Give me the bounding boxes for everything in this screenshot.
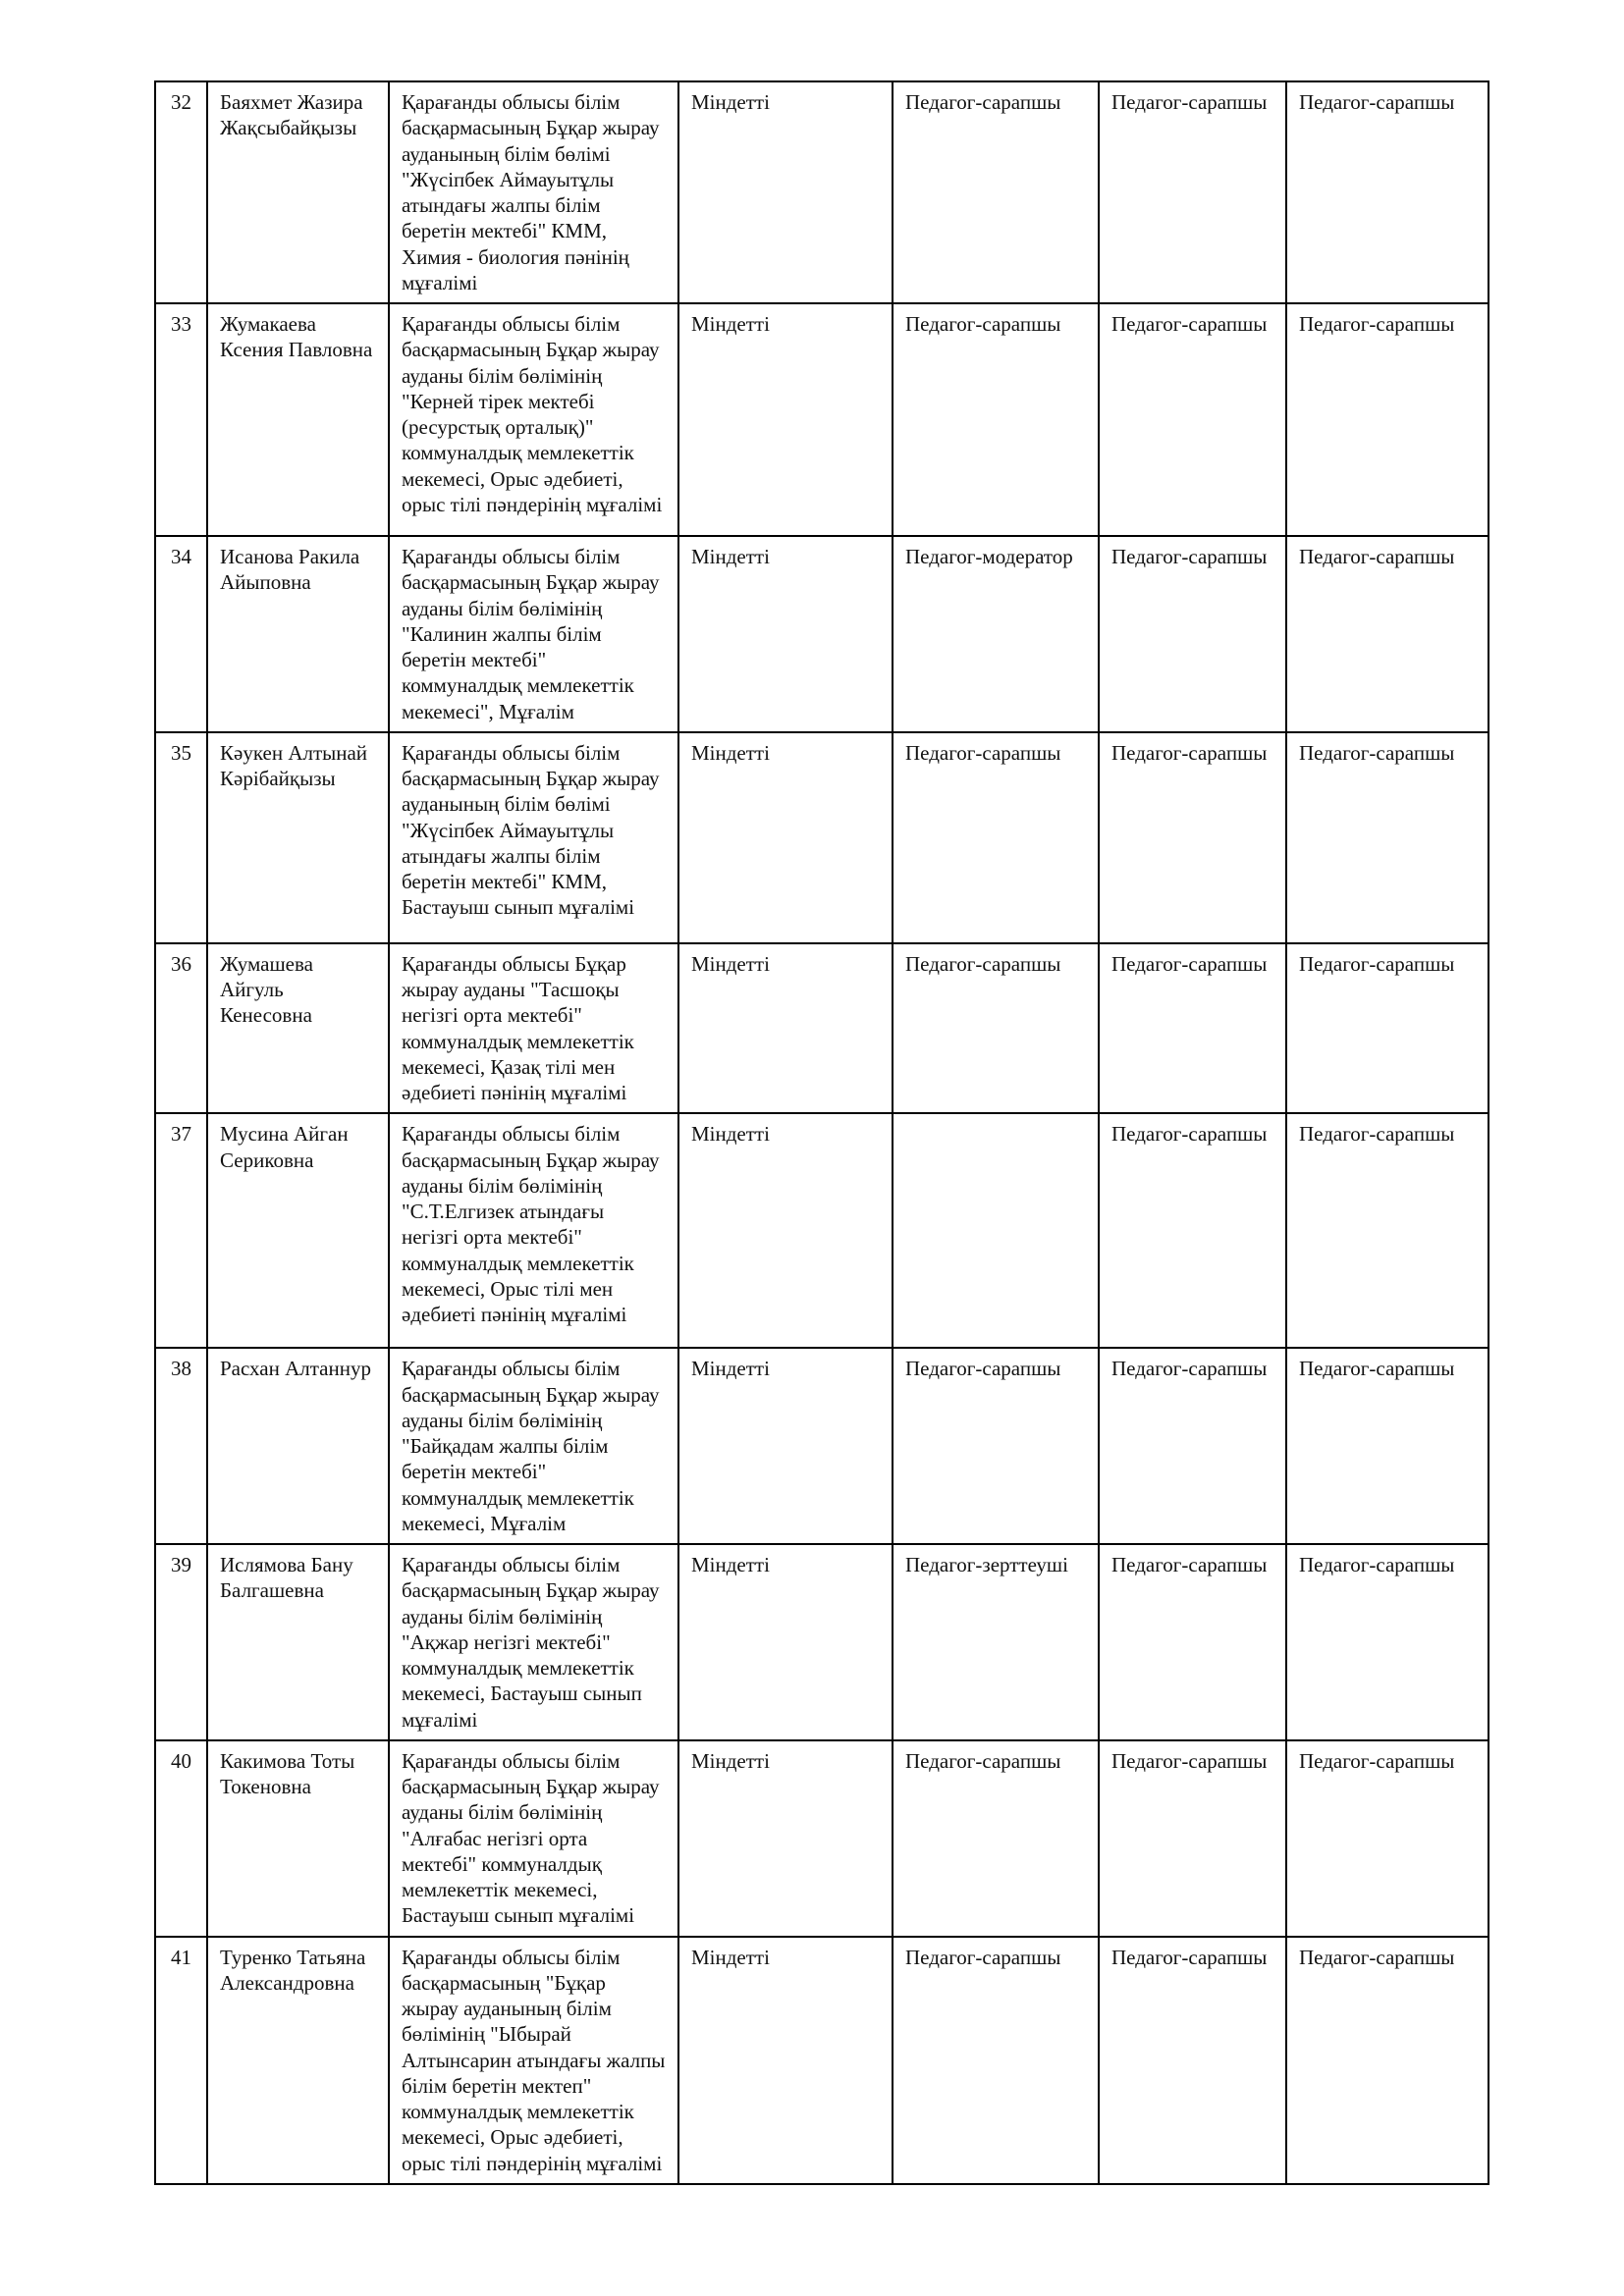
row-number-cell: 37: [155, 1113, 207, 1348]
mandatory-cell: Міндетті: [678, 943, 893, 1114]
category-cell-3: Педагог-сарапшы: [1286, 1348, 1489, 1544]
table-row: [155, 1937, 1489, 2184]
teacher-name-cell: Расхан Алтаннур: [207, 1348, 389, 1544]
row-number-cell: 41: [155, 1937, 207, 2184]
category-cell-2: Педагог-сарапшы: [1099, 943, 1286, 1114]
teacher-name-cell: Жумакаева Ксения Павловна: [207, 303, 389, 536]
category-cell-2: Педагог-сарапшы: [1099, 81, 1286, 303]
teacher-name-cell: Какимова Тоты Токеновна: [207, 1740, 389, 1937]
mandatory-cell: Міндетті: [678, 303, 893, 536]
row-number-cell: 35: [155, 732, 207, 943]
institution-cell: Қарағанды облысы білім басқармасының Бұқар жырау ауданы білім бөлімінің "Байқадам жалпы білім беретін мектебі" коммуналдық мемлекеттік мекемесі, Мұғалім: [389, 1348, 678, 1544]
institution-cell: Қарағанды облысы білім басқармасының Бұқар жырау ауданының білім бөлімі "Жүсіпбек Аймауытұлы атындағы жалпы білім беретін мектебі" КММ, Бастауыш сынып мұғалімі: [389, 732, 678, 943]
category-cell-2: Педагог-сарапшы: [1099, 1937, 1286, 2184]
category-cell-3: Педагог-сарапшы: [1286, 943, 1489, 1114]
mandatory-cell: Міндетті: [678, 1113, 893, 1348]
table-row: [155, 1113, 1489, 1348]
category-cell-1: Педагог-сарапшы: [893, 303, 1099, 536]
mandatory-cell: Міндетті: [678, 81, 893, 303]
category-cell-3: Педагог-сарапшы: [1286, 732, 1489, 943]
category-cell-3: Педагог-сарапшы: [1286, 303, 1489, 536]
teacher-attestation-table: [154, 80, 1489, 2185]
category-cell-1: Педагог-сарапшы: [893, 1937, 1099, 2184]
institution-cell: Қарағанды облысы білім басқармасының Бұқар жырау ауданы білім бөлімінің "Алғабас негізгі орта мектебі" коммуналдық мемлекеттік мекемесі, Бастауыш сынып мұғалімі: [389, 1740, 678, 1937]
row-number-cell: 32: [155, 81, 207, 303]
category-cell-3: Педагог-сарапшы: [1286, 1113, 1489, 1348]
table-row: [155, 732, 1489, 943]
teacher-name-cell: Мусина Айган Сериковна: [207, 1113, 389, 1348]
category-cell-3: Педагог-сарапшы: [1286, 536, 1489, 732]
category-cell-1: Педагог-модератор: [893, 536, 1099, 732]
category-cell-1: [893, 1113, 1099, 1348]
category-cell-1: Педагог-сарапшы: [893, 81, 1099, 303]
institution-cell: Қарағанды облысы білім басқармасының Бұқар жырау ауданы білім бөлімінің "Ақжар негізгі мектебі" коммуналдық мемлекеттік мекемесі, Бастауыш сынып мұғалімі: [389, 1544, 678, 1740]
category-cell-1: Педагог-сарапшы: [893, 732, 1099, 943]
table-row: [155, 1544, 1489, 1740]
table-row: [155, 303, 1489, 536]
teacher-name-cell: Баяхмет Жазира Жақсыбайқызы: [207, 81, 389, 303]
mandatory-cell: Міндетті: [678, 1544, 893, 1740]
teacher-name-cell: Кәукен Алтынай Кәрібайқызы: [207, 732, 389, 943]
category-cell-1: Педагог-сарапшы: [893, 1740, 1099, 1937]
category-cell-2: Педагог-сарапшы: [1099, 1544, 1286, 1740]
category-cell-2: Педагог-сарапшы: [1099, 1740, 1286, 1937]
table-row: [155, 81, 1489, 303]
category-cell-1: Педагог-зерттеуші: [893, 1544, 1099, 1740]
category-cell-1: Педагог-сарапшы: [893, 943, 1099, 1114]
row-number-cell: 40: [155, 1740, 207, 1937]
category-cell-2: Педагог-сарапшы: [1099, 1113, 1286, 1348]
teacher-name-cell: Ислямова Бану Балгашевна: [207, 1544, 389, 1740]
row-number-cell: 38: [155, 1348, 207, 1544]
institution-cell: Қарағанды облысы білім басқармасының Бұқар жырау ауданының білім бөлімі "Жүсіпбек Аймауытұлы атындағы жалпы білім беретін мектебі" КММ, Химия - биология пәнінің мұғалімі: [389, 81, 678, 303]
mandatory-cell: Міндетті: [678, 1348, 893, 1544]
row-number-cell: 34: [155, 536, 207, 732]
mandatory-cell: Міндетті: [678, 732, 893, 943]
institution-cell: Қарағанды облысы білім басқармасының "Бұқар жырау ауданының білім бөлімінің "Ыбырай Алтынсарин атындағы жалпы білім беретін мектеп" коммуналдық мемлекеттік мекемесі, Орыс әдебиеті, орыс тілі пәндерінің мұғалімі: [389, 1937, 678, 2184]
row-number-cell: 33: [155, 303, 207, 536]
row-number-cell: 39: [155, 1544, 207, 1740]
institution-cell: Қарағанды облысы білім басқармасының Бұқар жырау ауданы білім бөлімінің "Керней тірек мектебі (ресурстық орталық)" коммуналдық мемлекеттік мекемесі, Орыс әдебиеті, орыс тілі пәндерінің мұғалімі: [389, 303, 678, 536]
table-row: [155, 1740, 1489, 1937]
teacher-name-cell: Жумашева Айгуль Кенесовна: [207, 943, 389, 1114]
row-number-cell: 36: [155, 943, 207, 1114]
category-cell-3: Педагог-сарапшы: [1286, 1544, 1489, 1740]
mandatory-cell: Міндетті: [678, 1740, 893, 1937]
institution-cell: Қарағанды облысы білім басқармасының Бұқар жырау ауданы білім бөлімінің "С.Т.Елгизек атындағы негізгі орта мектебі" коммуналдық мемлекеттік мекемесі, Орыс тілі мен әдебиеті пәнінің мұғалімі: [389, 1113, 678, 1348]
category-cell-3: Педагог-сарапшы: [1286, 1937, 1489, 2184]
mandatory-cell: Міндетті: [678, 1937, 893, 2184]
category-cell-2: Педагог-сарапшы: [1099, 303, 1286, 536]
category-cell-2: Педагог-сарапшы: [1099, 1348, 1286, 1544]
category-cell-3: Педагог-сарапшы: [1286, 1740, 1489, 1937]
category-cell-1: Педагог-сарапшы: [893, 1348, 1099, 1544]
table-row: [155, 943, 1489, 1114]
table-row: [155, 536, 1489, 732]
mandatory-cell: Міндетті: [678, 536, 893, 732]
teacher-name-cell: Туренко Татьяна Александровна: [207, 1937, 389, 2184]
category-cell-2: Педагог-сарапшы: [1099, 536, 1286, 732]
category-cell-3: Педагог-сарапшы: [1286, 81, 1489, 303]
teacher-name-cell: Исанова Ракила Айыповна: [207, 536, 389, 732]
institution-cell: Қарағанды облысы Бұқар жырау ауданы "Тасшоқы негізгі орта мектебі" коммуналдық мемлекеттік мекемесі, Қазақ тілі мен әдебиеті пәнінің мұғалімі: [389, 943, 678, 1114]
table-row: [155, 1348, 1489, 1544]
institution-cell: Қарағанды облысы білім басқармасының Бұқар жырау ауданы білім бөлімінің "Калинин жалпы білім беретін мектебі" коммуналдық мемлекеттік мекемесі", Мұғалім: [389, 536, 678, 732]
category-cell-2: Педагог-сарапшы: [1099, 732, 1286, 943]
